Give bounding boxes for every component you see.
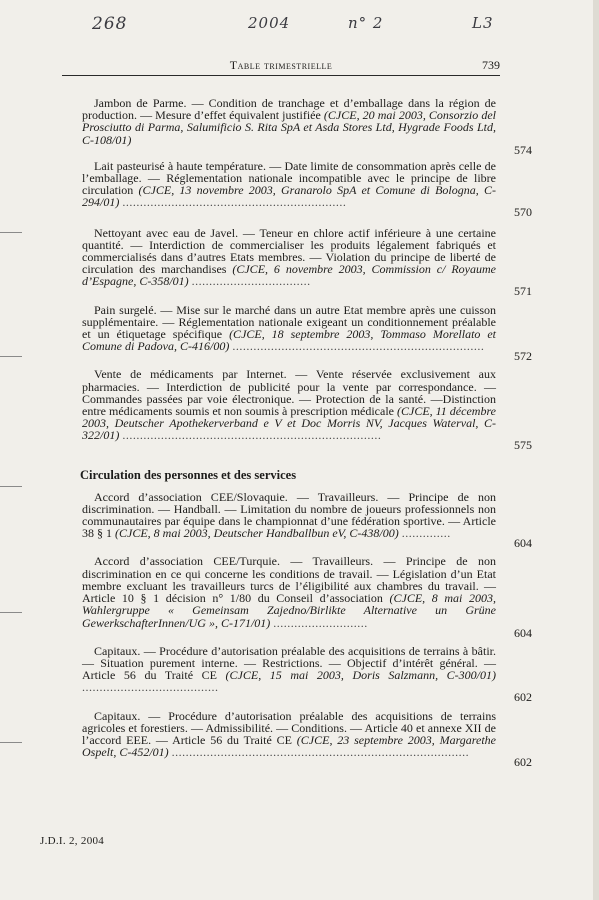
header-title: Table trimestrielle	[229, 58, 333, 72]
entry-body: Lait pasteurisé à haute température. — Date limite de consommation après celle de l’emballage. — Réglementation nationale incompatible avec le principe de libre circulation	[82, 158, 496, 198]
leader-dots: ................................................................	[122, 195, 347, 210]
handwritten-note-1: 268	[92, 14, 128, 34]
binding-mark	[0, 486, 22, 487]
leader-dots: ..........................................................................	[122, 428, 382, 443]
entry-page-ref: 574	[514, 142, 532, 157]
entry-capitaux-terrains-batir	[82, 643, 532, 705]
handwritten-note-3: n° 2	[348, 14, 384, 32]
entry-citation: (CJCE, 6 novembre 2003, Commission c/ Royaume d’Espagne, C-358/01)	[82, 262, 496, 289]
entry-citation: (CJCE, 15 mai 2003, Doris Salzmann, C-300/01)	[225, 668, 496, 683]
entry-page-ref: 604	[514, 536, 532, 551]
entry-citation: (CJCE, 11 décembre 2003, Deutscher Apothekerverband e V et Doc Morris NV, Jacques Waterval, C-322/01)	[82, 404, 497, 443]
leader-dots: .....................................................................................	[171, 745, 470, 760]
entry-page-ref: 572	[514, 349, 532, 364]
entry-body: Accord d’association CEE/Slovaquie. — Travailleurs. — Principe de non discrimination. — Handball. — Limitation du nombre de joueurs professionnels non communautaires par équipe dans le championnat d’une fédération sportive. — Article 38 § 1	[82, 489, 496, 541]
table-of-contents	[80, 96, 532, 770]
leader-dots: .......................................	[82, 680, 219, 695]
entry-page-ref: 575	[514, 438, 532, 453]
leader-dots: ..................................	[191, 274, 311, 289]
leader-dots: ...........................	[273, 615, 368, 630]
entry-body: Nettoyant avec eau de Javel. — Teneur en chlore actif inférieure à une certaine quantité. — Interdiction de commercialiser les produits légalement fabriqués et commercialisés dans d’autres Etats membres. — Violation du principe de liberté de circulation des marchandises	[82, 225, 496, 277]
page-edge	[593, 0, 599, 900]
handwritten-note-2: 2004	[248, 14, 291, 32]
entry-page-ref: 571	[514, 284, 532, 299]
binding-mark	[0, 356, 22, 357]
entry-page-ref: 604	[514, 625, 532, 640]
entry-jambon-de-parme	[82, 96, 532, 157]
leader-dots: ..............	[401, 526, 451, 541]
entry-pain-surgele	[82, 302, 532, 364]
entry-body: Accord d’association CEE/Turquie. — Travailleurs. — Principe de non discrimination en ce qui concerne les conditions de travail. — Législation d’un Etat membre excluant les travailleurs turcs de l’éligibilité aux chambres du travail. — Article 10 § 1 décision n° 1/80 du Conseil d’association	[82, 554, 496, 606]
entry-citation: (CJCE, 20 mai 2003, Consorzio del Prosciutto di Parma, Salumificio S. Rita SpA et Asda Stores Ltd, Hygrade Foods Ltd, C-108/01)	[82, 108, 497, 147]
leader-dots: ........................................................................	[232, 339, 485, 354]
entry-slovaquie	[82, 489, 532, 551]
entry-body: Pain surgelé. — Mise sur le marché dans un autre Etat membre après une cuisson supplémentaire. — Réglementation nationale exigeant un conditionnement préalable et un étiquetage spécifique	[82, 302, 496, 342]
binding-mark	[0, 232, 22, 233]
entry-turquie	[82, 554, 532, 640]
entry-body: Jambon de Parme. — Condition de tranchage et d’emballage dans la région de production. — Mesure d’effet équivalent justifiée	[82, 96, 496, 123]
entry-capitaux-terrains-agricoles	[82, 708, 532, 770]
entry-page-ref: 570	[514, 205, 532, 220]
journal-footer: J.D.I. 2, 2004	[40, 835, 105, 847]
entry-body: Capitaux. — Procédure d’autorisation préalable des acquisitions de terrains à bâtir. — Situation purement interne. — Restrictions. — Objectif d’intérêt général. — Article 56 du Traité CE	[82, 643, 496, 683]
entry-nettoyant-javel	[82, 225, 532, 299]
entry-lait-pasteurise	[82, 158, 532, 220]
entry-citation: (CJCE, 18 septembre 2003, Tommaso Morellato et Comune di Padova, C-416/00)	[82, 327, 497, 354]
entry-citation: (CJCE, 8 mai 2003, Wahlergruppe « Gemeinsam Zajedno/Birlikte Alternative un Grüne GewerkschafterInnen/UG », C-171/01)	[82, 591, 496, 630]
entry-citation: (CJCE, 23 septembre 2003, Margarethe Ospelt, C-452/01)	[82, 732, 497, 760]
section-heading: Circulation des personnes et des services	[80, 467, 297, 482]
entry-citation: (CJCE, 8 mai 2003, Deutscher Handballbun eV, C-438/00)	[115, 526, 399, 541]
entry-page-ref: 602	[514, 755, 532, 770]
running-header	[62, 58, 500, 76]
handwritten-note-4: L3	[472, 14, 494, 32]
entry-vente-medicaments	[82, 367, 532, 453]
binding-mark	[0, 612, 22, 613]
entry-page-ref: 602	[514, 690, 532, 705]
page-number: 739	[482, 58, 500, 72]
entry-citation: (CJCE, 13 novembre 2003, Granarolo SpA et Comune di Bologna, C-294/01)	[82, 183, 496, 210]
entry-body: Capitaux. — Procédure d’autorisation préalable des acquisitions de terrains agricoles et forestiers. — Admissibilité. — Conditions. — Article 40 et annexe XII de l’accord EEE. — Article 56 du Traité CE	[82, 708, 496, 747]
entry-body: Vente de médicaments par Internet. — Vente réservée exclusivement aux pharmacies. — Interdiction de publicité pour la vente par correspondance. — Commandes passées par voie électronique. — Protection de la santé. —Distinction entre médicaments soumis et non soumis à prescription médicale	[82, 367, 496, 419]
binding-mark	[0, 742, 22, 743]
